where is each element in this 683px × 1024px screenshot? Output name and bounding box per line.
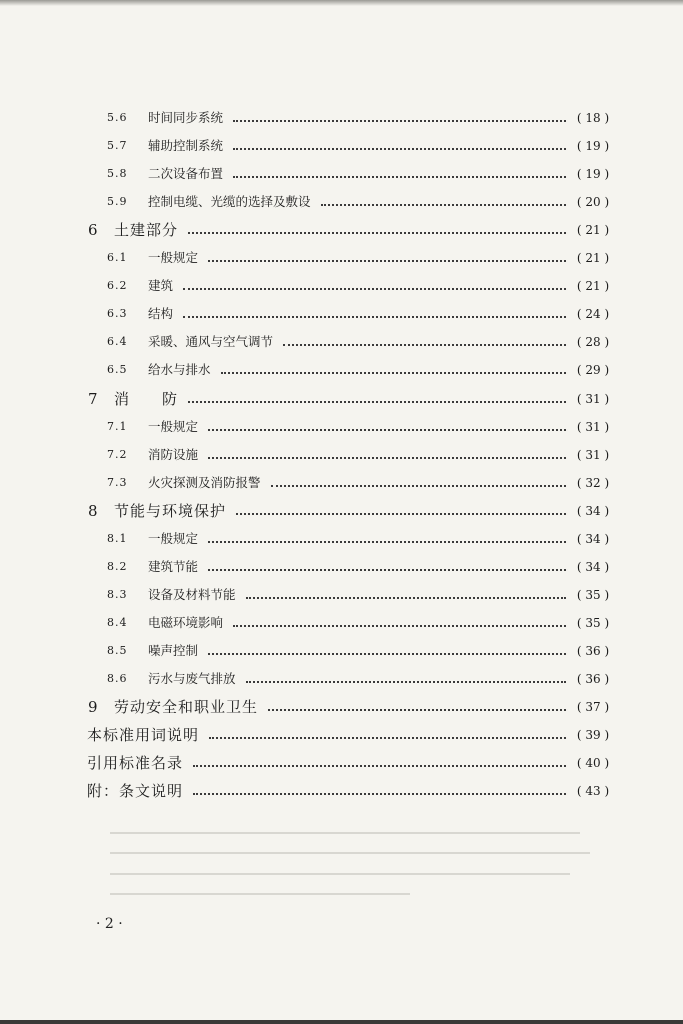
toc-entry-number: 8.5 — [107, 644, 128, 657]
toc-entry-page: ( 19 ) — [576, 167, 610, 181]
toc-dot-leader — [233, 120, 566, 122]
bleed-through-line — [110, 893, 410, 895]
toc-dot-leader — [208, 541, 566, 543]
toc-entry — [0, 780, 683, 802]
toc-dot-leader — [321, 204, 566, 206]
toc-dot-leader — [236, 513, 566, 515]
toc-entry — [0, 275, 683, 297]
toc-entry-title: 附：条文说明 — [87, 782, 184, 800]
toc-dot-leader — [208, 429, 566, 431]
toc-entry-title: 节能与环境保护 — [114, 502, 227, 520]
toc-entry-number: 5.8 — [107, 167, 128, 180]
toc-entry-title: 建筑节能 — [148, 559, 199, 574]
toc-dot-leader — [246, 681, 566, 683]
toc-dot-leader — [271, 485, 566, 487]
toc-entry — [0, 135, 683, 157]
bleed-through-line — [110, 832, 580, 834]
toc-dot-leader — [208, 569, 566, 571]
toc-entry-number: 6 — [88, 221, 98, 239]
page-number-footer: · 2 · — [96, 916, 123, 932]
toc-entry-page: ( 20 ) — [576, 195, 610, 209]
toc-entry-number: 6.2 — [107, 279, 128, 292]
toc-entry — [0, 219, 683, 241]
toc-entry — [0, 640, 683, 662]
toc-entry-title: 时间同步系统 — [148, 110, 224, 125]
toc-entry-page: ( 40 ) — [576, 756, 610, 770]
toc-entry — [0, 331, 683, 353]
toc-entry-number: 8.3 — [107, 588, 128, 601]
toc-entry — [0, 359, 683, 381]
toc-dot-leader — [193, 765, 566, 767]
toc-entry-page: ( 19 ) — [576, 139, 610, 153]
toc-entry-page: ( 29 ) — [576, 363, 610, 377]
toc-entry-number: 8.6 — [107, 672, 128, 685]
toc-entry-number: 7.3 — [107, 476, 128, 489]
toc-entry-number: 6.4 — [107, 335, 128, 348]
bleed-through-line — [110, 852, 590, 854]
toc-entry-number: 9 — [88, 698, 98, 716]
toc-dot-leader — [268, 709, 566, 711]
toc-entry-page: ( 34 ) — [576, 560, 610, 574]
toc-entry-page: ( 35 ) — [576, 588, 610, 602]
toc-entry-title: 二次设备布置 — [148, 166, 224, 181]
toc-entry — [0, 472, 683, 494]
toc-entry-number: 7.2 — [107, 448, 128, 461]
toc-entry-title: 火灾探测及消防报警 — [148, 475, 261, 490]
toc-entry-page: ( 31 ) — [576, 448, 610, 462]
toc-entry-page: ( 28 ) — [576, 335, 610, 349]
toc-dot-leader — [188, 401, 566, 403]
toc-entry — [0, 163, 683, 185]
toc-entry — [0, 752, 683, 774]
toc-dot-leader — [193, 793, 566, 795]
toc-entry-title: 辅助控制系统 — [148, 138, 224, 153]
toc-dot-leader — [233, 625, 566, 627]
toc-entry — [0, 107, 683, 129]
toc-entry — [0, 696, 683, 718]
toc-entry-number: 8 — [88, 502, 98, 520]
toc-entry — [0, 528, 683, 550]
toc-dot-leader — [208, 653, 566, 655]
toc-entry-number: 6.3 — [107, 307, 128, 320]
toc-entry — [0, 556, 683, 578]
toc-entry-title: 土建部分 — [114, 221, 179, 239]
toc-entry-number: 6.5 — [107, 363, 128, 376]
toc-dot-leader — [183, 316, 566, 318]
toc-entry — [0, 724, 683, 746]
toc-entry-page: ( 34 ) — [576, 532, 610, 546]
toc-entry-title: 噪声控制 — [148, 643, 199, 658]
toc-entry-title: 给水与排水 — [148, 362, 211, 377]
toc-entry-number: 8.4 — [107, 616, 128, 629]
toc-entry — [0, 303, 683, 325]
toc-entry-title: 一般规定 — [148, 531, 199, 546]
bleed-through-line — [110, 873, 570, 875]
toc-entry-page: ( 32 ) — [576, 476, 610, 490]
toc-dot-leader — [188, 232, 566, 234]
toc-dot-leader — [246, 597, 566, 599]
toc-entry — [0, 247, 683, 269]
toc-entry — [0, 388, 683, 410]
toc-entry-title: 消防设施 — [148, 447, 199, 462]
toc-entry-page: ( 18 ) — [576, 111, 610, 125]
toc-entry-page: ( 21 ) — [576, 251, 610, 265]
toc-entry — [0, 416, 683, 438]
toc-entry-title: 建筑 — [148, 278, 174, 293]
toc-entry-title: 结构 — [148, 306, 174, 321]
toc-entry — [0, 584, 683, 606]
toc-entry-page: ( 21 ) — [576, 279, 610, 293]
toc-entry-page: ( 37 ) — [576, 700, 610, 714]
toc-entry-page: ( 34 ) — [576, 504, 610, 518]
toc-entry-number: 5.7 — [107, 139, 128, 152]
toc-entry-number: 8.2 — [107, 560, 128, 573]
toc-entry — [0, 444, 683, 466]
scan-edge-bottom — [0, 1020, 683, 1024]
toc-entry — [0, 668, 683, 690]
toc-entry-page: ( 35 ) — [576, 616, 610, 630]
toc-entry-number: 5.6 — [107, 111, 128, 124]
toc-dot-leader — [233, 176, 566, 178]
toc-entry-title: 引用标准名录 — [87, 754, 184, 772]
toc-entry-title: 采暖、通风与空气调节 — [148, 334, 274, 349]
toc-entry-number: 6.1 — [107, 251, 128, 264]
toc-entry-title: 电磁环境影响 — [148, 615, 224, 630]
toc-entry-number: 5.9 — [107, 195, 128, 208]
toc-dot-leader — [183, 288, 566, 290]
toc-entry-title: 污水与废气排放 — [148, 671, 236, 686]
toc-entry-title: 一般规定 — [148, 250, 199, 265]
toc-entry-title: 本标准用词说明 — [87, 726, 200, 744]
scan-edge-top — [0, 0, 683, 6]
toc-entry-title: 消 防 — [114, 390, 179, 408]
toc-entry-title: 劳动安全和职业卫生 — [114, 698, 259, 716]
toc-entry — [0, 191, 683, 213]
toc-entry-page: ( 36 ) — [576, 672, 610, 686]
toc-entry-title: 设备及材料节能 — [148, 587, 236, 602]
toc-dot-leader — [208, 260, 566, 262]
toc-entry-number: 7 — [88, 390, 98, 408]
toc-dot-leader — [233, 148, 566, 150]
toc-dot-leader — [283, 344, 566, 346]
toc-entry — [0, 500, 683, 522]
toc-entry — [0, 612, 683, 634]
toc-entry-page: ( 31 ) — [576, 420, 610, 434]
toc-entry-number: 7.1 — [107, 420, 128, 433]
toc-entry-title: 一般规定 — [148, 419, 199, 434]
toc-entry-page: ( 31 ) — [576, 392, 610, 406]
toc-entry-page: ( 36 ) — [576, 644, 610, 658]
toc-entry-title: 控制电缆、光缆的选择及敷设 — [148, 194, 311, 209]
toc-entry-page: ( 39 ) — [576, 728, 610, 742]
toc-entry-number: 8.1 — [107, 532, 128, 545]
toc-dot-leader — [209, 737, 566, 739]
toc-dot-leader — [208, 457, 566, 459]
toc-dot-leader — [221, 372, 566, 374]
toc-entry-page: ( 24 ) — [576, 307, 610, 321]
toc-entry-page: ( 21 ) — [576, 223, 610, 237]
toc-entry-page: ( 43 ) — [576, 784, 610, 798]
